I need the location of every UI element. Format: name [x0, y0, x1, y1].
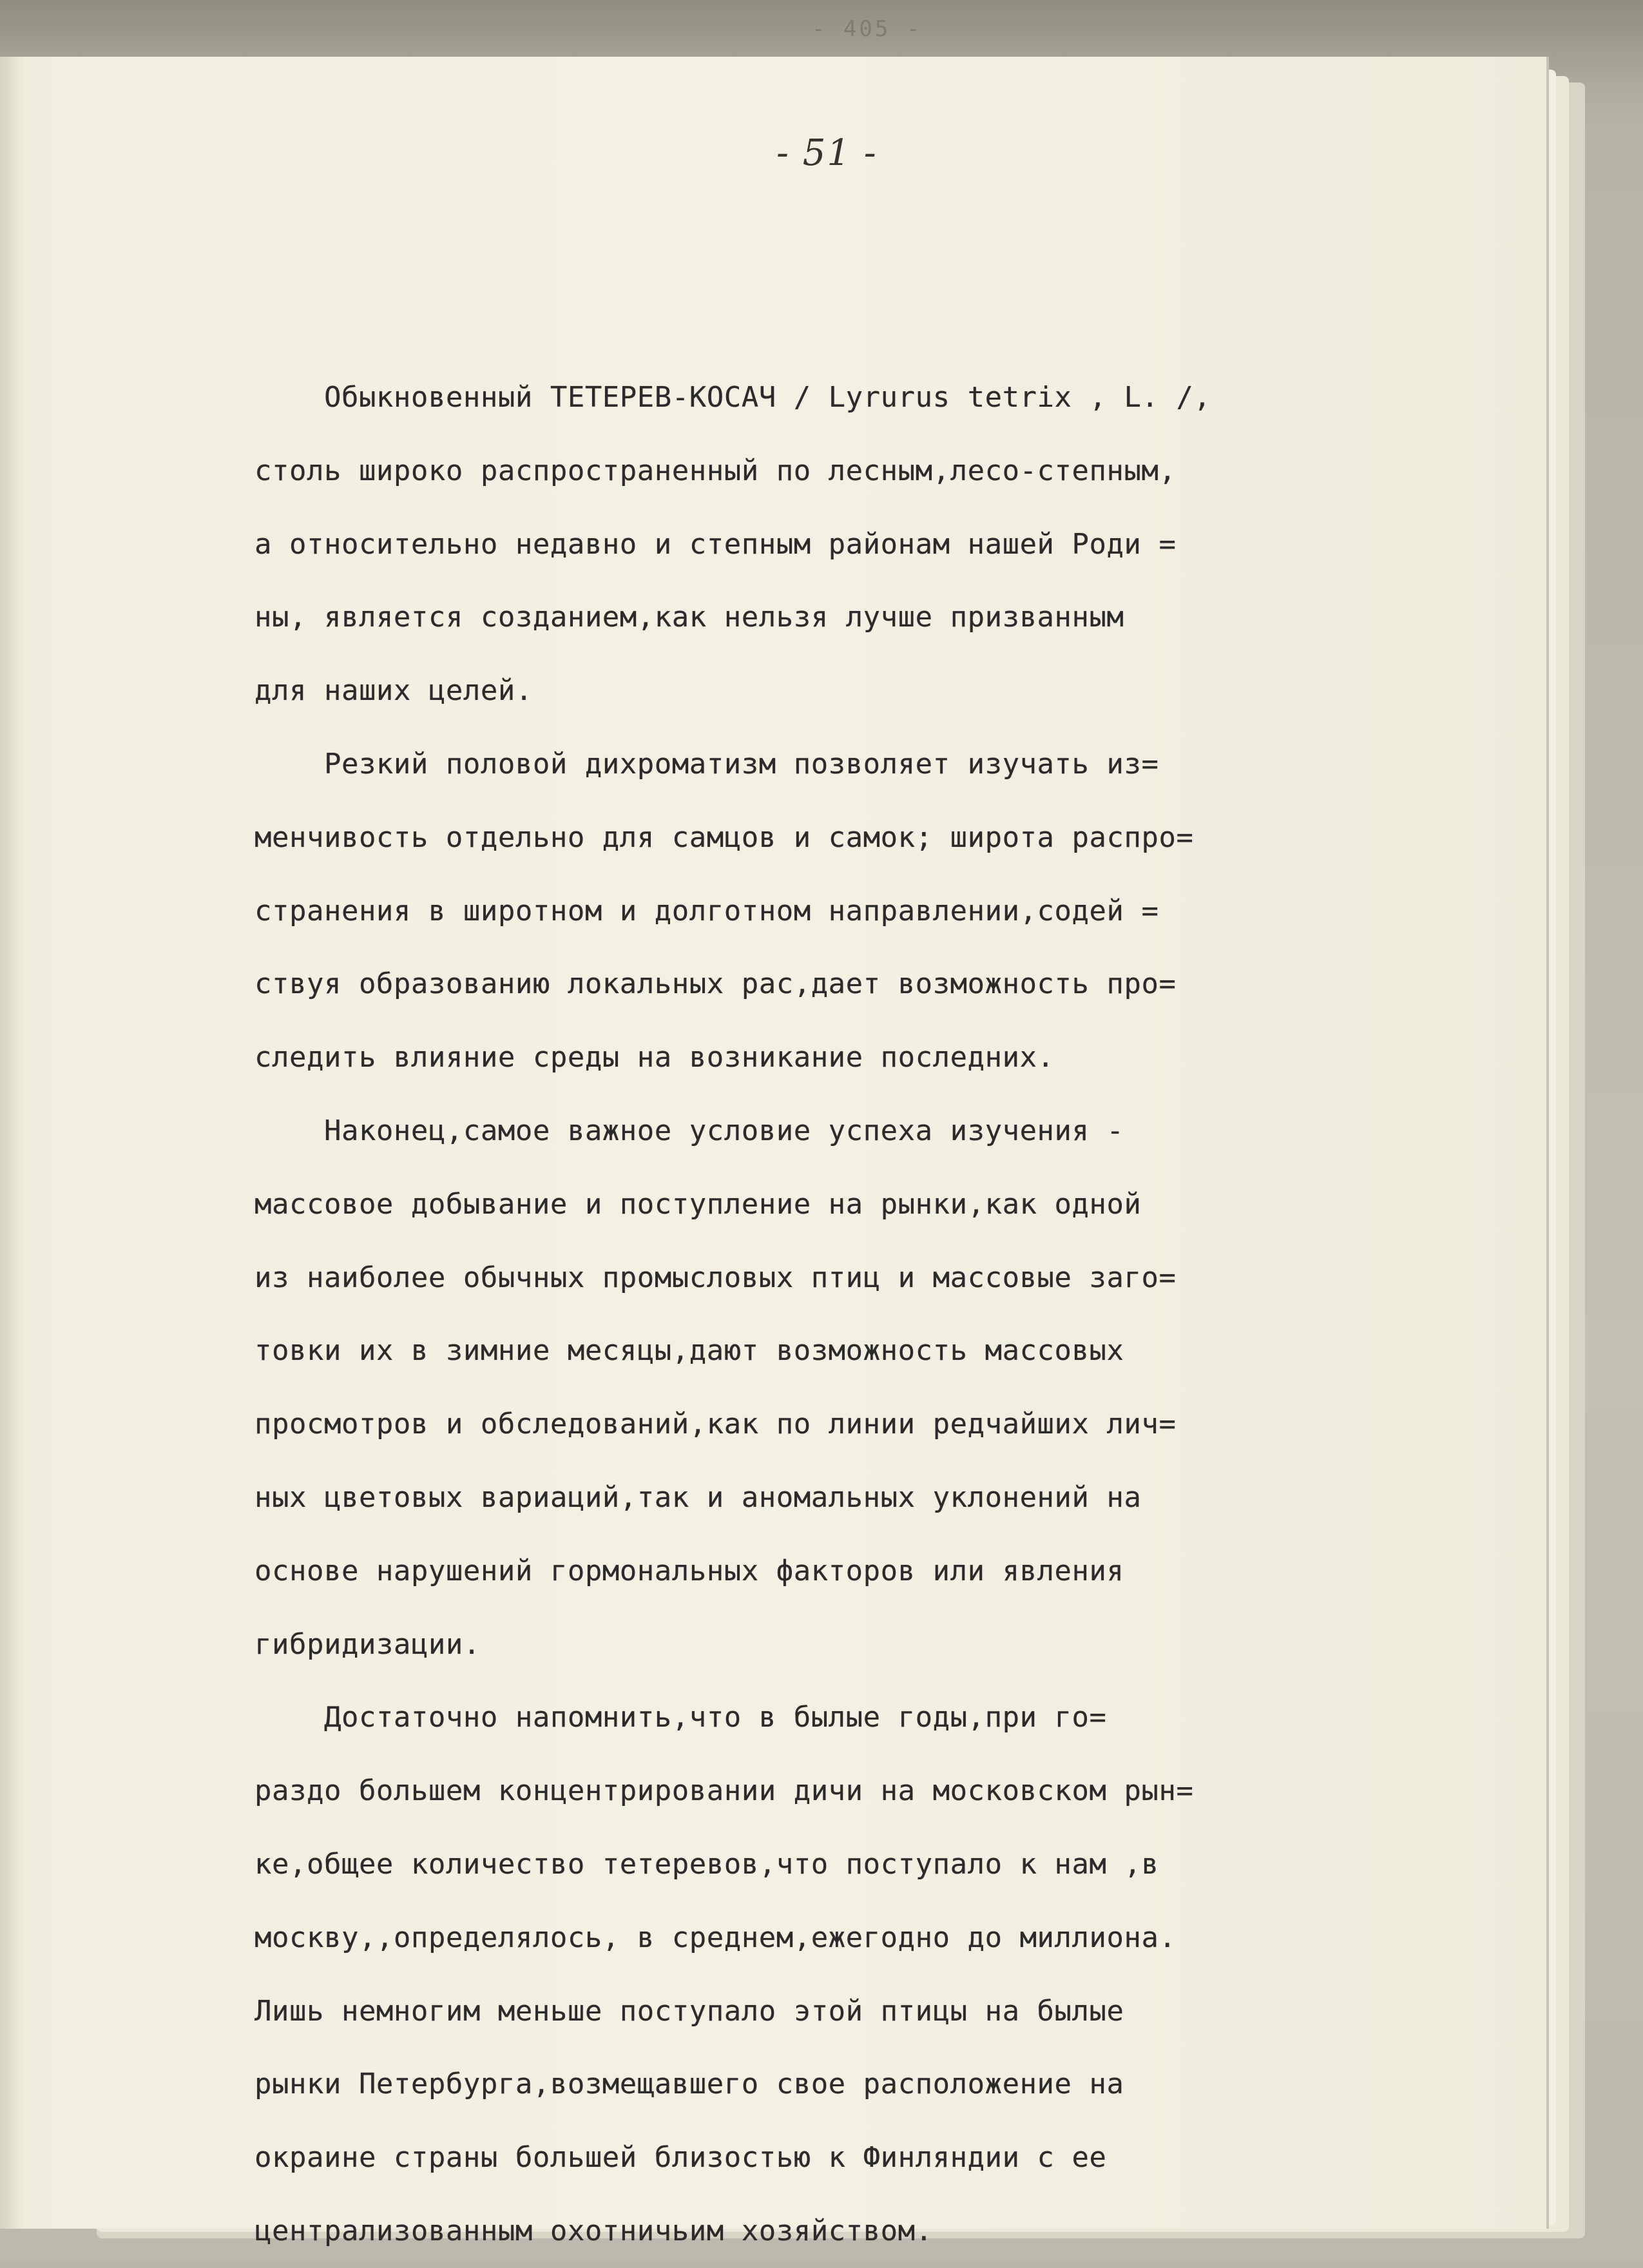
text-line: окраине страны большей близостью к Финляндии с ее	[255, 2141, 1107, 2175]
text-line: Наконец,самое важное условие успеха изучения -	[255, 1114, 1124, 1147]
text-line: рынки Петербурга,возмещавшего свое расположение на	[255, 2068, 1124, 2101]
text-line: гибридизации.	[255, 1627, 481, 1661]
text-line: следить влияние среды на возникание последних.	[255, 1041, 1055, 1074]
text-line: столь широко распространенный по лесным,лесо-степным,	[255, 454, 1177, 487]
text-line: из наиболее обычных промысловых птиц и массовые заго=	[255, 1261, 1177, 1294]
text-line: просмотров и обследований,как по линии редчайших лич=	[255, 1408, 1177, 1441]
text-line: для наших целей.	[255, 674, 533, 708]
handwritten-page-number: - 51 -	[776, 132, 878, 174]
binding-shadow	[0, 57, 23, 2229]
text-line: ны, является созданием,как нельзя лучше призванным	[255, 601, 1124, 634]
typewritten-text-block	[255, 361, 1479, 2268]
text-line: менчивость отдельно для самцов и самок; широта распро=	[255, 820, 1194, 854]
text-line: основе нарушений гормональных факторов или явления	[255, 1554, 1124, 1587]
text-line: Лишь немногим меньше поступало этой птицы на былые	[255, 1994, 1124, 2028]
text-line: Обыкновенный ТЕТЕРЕВ-КОСАЧ / Lyrurus tetrix , L. /,	[255, 381, 1211, 414]
previous-page-number: - 405 -	[812, 16, 923, 42]
text-line: москву,,определялось, в среднем,ежегодно до миллиона.	[255, 1921, 1177, 1954]
text-line: Резкий половой дихроматизм позволяет изучать из=	[255, 747, 1159, 780]
text-line: централизованным охотничьим хозяйством.	[255, 2214, 933, 2247]
text-line: а относительно недавно и степным районам нашей Роди =	[255, 527, 1177, 561]
text-line: раздо большем концентрировании дичи на московском рын=	[255, 1774, 1194, 1808]
text-line: странения в широтном и долготном направлении,содей =	[255, 894, 1159, 927]
text-line: ке,общее количество тетеревов,что поступало к нам ,в	[255, 1847, 1159, 1881]
text-line: Достаточно напомнить,что в былые годы,при го=	[255, 1701, 1107, 1734]
text-line: товки их в зимние месяцы,дают возможность массовых	[255, 1334, 1124, 1368]
text-line: ных цветовых вариаций,так и аномальных уклонений на	[255, 1480, 1142, 1514]
text-line: ствуя образованию локальных рас,дает возможность про=	[255, 967, 1177, 1001]
text-line: массовое добывание и поступление на рынки,как одной	[255, 1187, 1142, 1221]
